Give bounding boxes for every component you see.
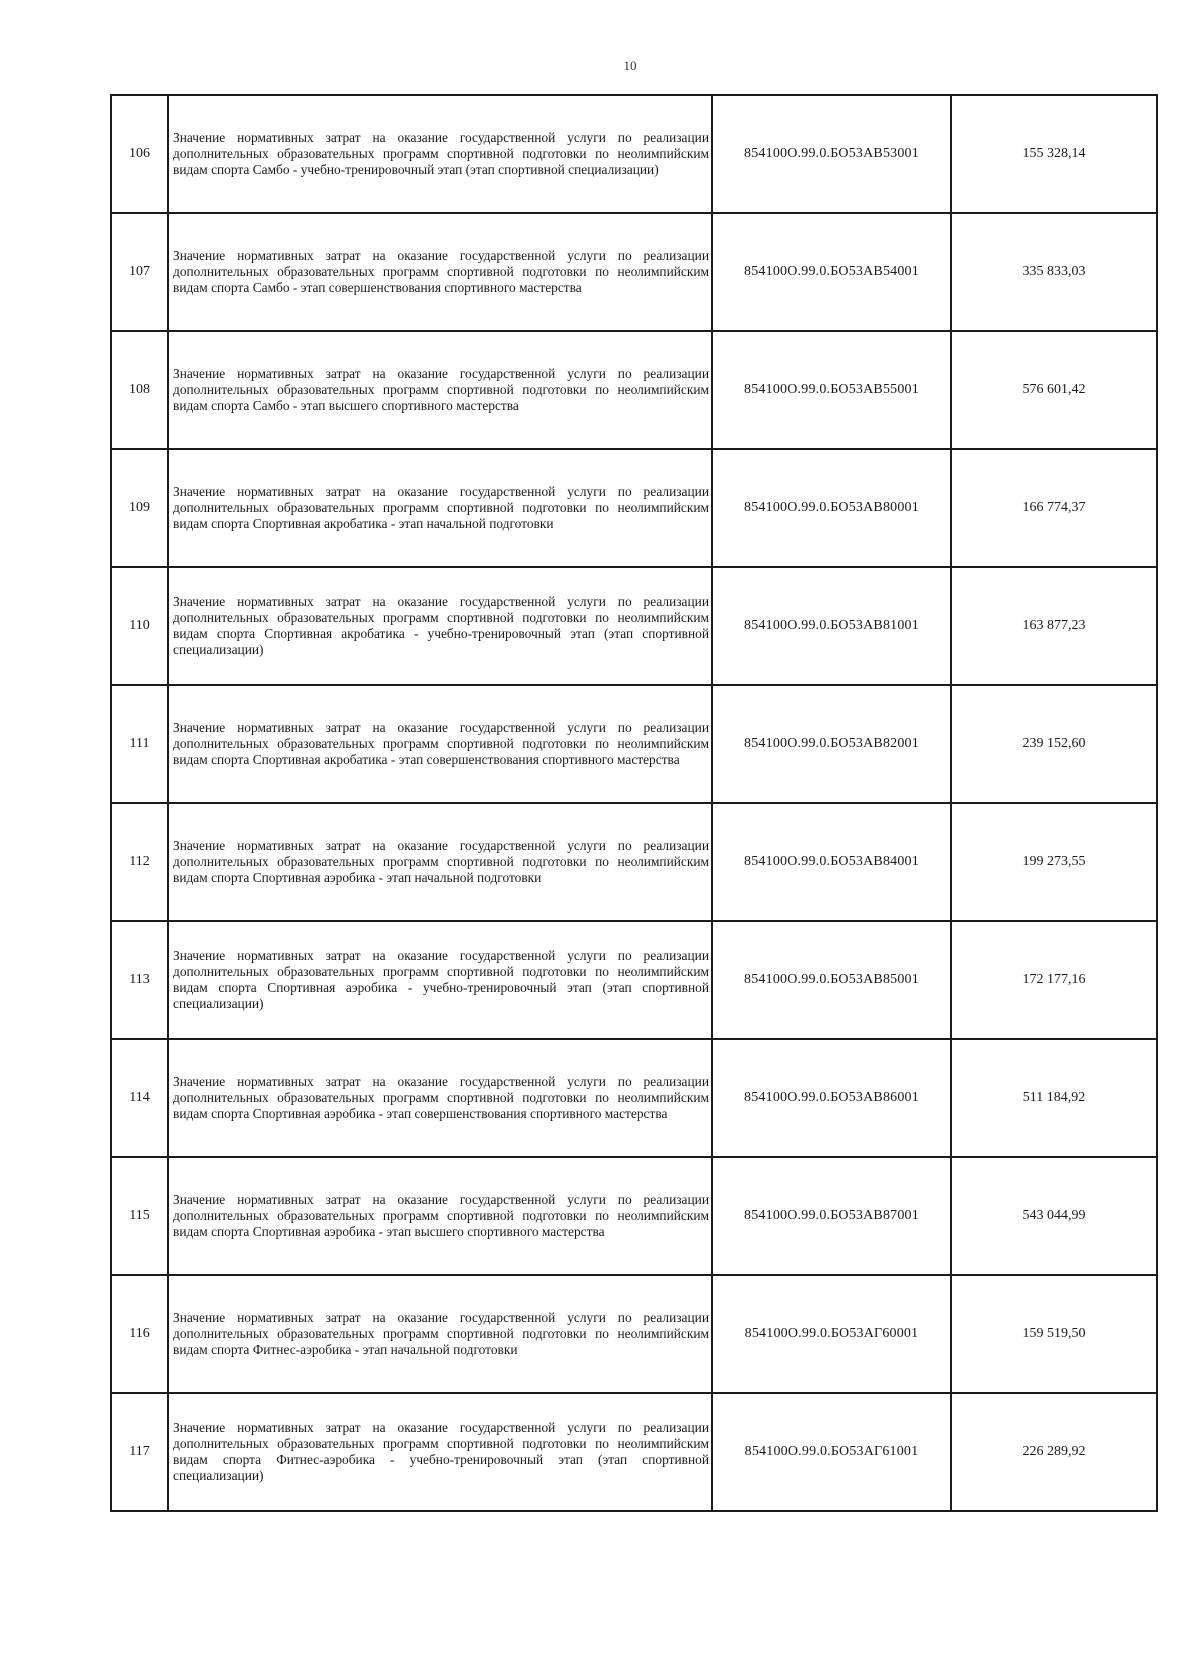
- row-value-cell: 155 328,14: [951, 95, 1157, 213]
- normative-costs-table-container: [110, 94, 1156, 1512]
- row-number-cell: 112: [111, 803, 168, 921]
- normative-costs-table: [110, 94, 1158, 1512]
- row-code-cell: 854100О.99.0.БО53АВ86001: [712, 1039, 951, 1157]
- row-description-cell: Значение нормативных затрат на оказание государственной услуги по реализации дополнительных образовательных программ спортивной подготовки по неолимпийским видам спорта Спортивная акробатика - этап совершенствования спортивного мастерства: [168, 685, 712, 803]
- table-row: [111, 1275, 1157, 1393]
- row-code-cell: 854100О.99.0.БО53АВ87001: [712, 1157, 951, 1275]
- table-row: [111, 1393, 1157, 1511]
- page-number: 10: [623, 58, 637, 73]
- row-value-cell: 199 273,55: [951, 803, 1157, 921]
- row-description-cell: Значение нормативных затрат на оказание государственной услуги по реализации дополнительных образовательных программ спортивной подготовки по неолимпийским видам спорта Фитнес-аэробика - учебно-тренировочный этап (этап спортивной специализации): [168, 1393, 712, 1511]
- row-description-cell: Значение нормативных затрат на оказание государственной услуги по реализации дополнительных образовательных программ спортивной подготовки по неолимпийским видам спорта Самбо - этап высшего спортивного мастерства: [168, 331, 712, 449]
- row-number-cell: 115: [111, 1157, 168, 1275]
- row-code-cell: 854100О.99.0.БО53АВ55001: [712, 331, 951, 449]
- table-row: [111, 1157, 1157, 1275]
- row-value-cell: 239 152,60: [951, 685, 1157, 803]
- row-code-cell: 854100О.99.0.БО53АГ61001: [712, 1393, 951, 1511]
- row-description-cell: Значение нормативных затрат на оказание государственной услуги по реализации дополнительных образовательных программ спортивной подготовки по неолимпийским видам спорта Спортивная акробатика - этап начальной подготовки: [168, 449, 712, 567]
- table-row: [111, 449, 1157, 567]
- row-value-cell: 576 601,42: [951, 331, 1157, 449]
- row-number-cell: 110: [111, 567, 168, 685]
- table-row: [111, 331, 1157, 449]
- row-number-cell: 109: [111, 449, 168, 567]
- row-value-cell: 172 177,16: [951, 921, 1157, 1039]
- row-code-cell: 854100О.99.0.БО53АВ54001: [712, 213, 951, 331]
- table-body: [111, 95, 1157, 1511]
- table-row: [111, 803, 1157, 921]
- row-description-cell: Значение нормативных затрат на оказание государственной услуги по реализации дополнительных образовательных программ спортивной подготовки по неолимпийским видам спорта Спортивная аэробика - этап совершенствования спортивного мастерства: [168, 1039, 712, 1157]
- row-value-cell: 163 877,23: [951, 567, 1157, 685]
- table-row: [111, 213, 1157, 331]
- row-value-cell: 159 519,50: [951, 1275, 1157, 1393]
- row-number-cell: 106: [111, 95, 168, 213]
- table-row: [111, 685, 1157, 803]
- row-description-cell: Значение нормативных затрат на оказание государственной услуги по реализации дополнительных образовательных программ спортивной подготовки по неолимпийским видам спорта Спортивная аэробика - этап начальной подготовки: [168, 803, 712, 921]
- row-code-cell: 854100О.99.0.БО53АВ82001: [712, 685, 951, 803]
- row-value-cell: 226 289,92: [951, 1393, 1157, 1511]
- row-number-cell: 107: [111, 213, 168, 331]
- row-number-cell: 114: [111, 1039, 168, 1157]
- row-number-cell: 108: [111, 331, 168, 449]
- table-row: [111, 567, 1157, 685]
- row-description-cell: Значение нормативных затрат на оказание государственной услуги по реализации дополнительных образовательных программ спортивной подготовки по неолимпийским видам спорта Самбо - этап совершенствования спортивного мастерства: [168, 213, 712, 331]
- row-code-cell: 854100О.99.0.БО53АВ85001: [712, 921, 951, 1039]
- row-value-cell: 511 184,92: [951, 1039, 1157, 1157]
- row-code-cell: 854100О.99.0.БО53АГ60001: [712, 1275, 951, 1393]
- row-description-cell: Значение нормативных затрат на оказание государственной услуги по реализации дополнительных образовательных программ спортивной подготовки по неолимпийским видам спорта Спортивная аэробика - учебно-тренировочный этап (этап спортивной специализации): [168, 921, 712, 1039]
- row-value-cell: 543 044,99: [951, 1157, 1157, 1275]
- table-row: [111, 1039, 1157, 1157]
- row-description-cell: Значение нормативных затрат на оказание государственной услуги по реализации дополнительных образовательных программ спортивной подготовки по неолимпийским видам спорта Фитнес-аэробика - этап начальной подготовки: [168, 1275, 712, 1393]
- row-description-cell: Значение нормативных затрат на оказание государственной услуги по реализации дополнительных образовательных программ спортивной подготовки по неолимпийским видам спорта Спортивная аэробика - этап высшего спортивного мастерства: [168, 1157, 712, 1275]
- row-number-cell: 116: [111, 1275, 168, 1393]
- row-code-cell: 854100О.99.0.БО53АВ84001: [712, 803, 951, 921]
- table-row: [111, 921, 1157, 1039]
- row-value-cell: 166 774,37: [951, 449, 1157, 567]
- row-number-cell: 113: [111, 921, 168, 1039]
- row-code-cell: 854100О.99.0.БО53АВ81001: [712, 567, 951, 685]
- row-description-cell: Значение нормативных затрат на оказание государственной услуги по реализации дополнительных образовательных программ спортивной подготовки по неолимпийским видам спорта Спортивная акробатика - учебно-тренировочный этап (этап спортивной специализации): [168, 567, 712, 685]
- table-row: [111, 95, 1157, 213]
- row-number-cell: 111: [111, 685, 168, 803]
- row-code-cell: 854100О.99.0.БО53АВ53001: [712, 95, 951, 213]
- row-code-cell: 854100О.99.0.БО53АВ80001: [712, 449, 951, 567]
- row-description-cell: Значение нормативных затрат на оказание государственной услуги по реализации дополнительных образовательных программ спортивной подготовки по неолимпийским видам спорта Самбо - учебно-тренировочный этап (этап спортивной специализации): [168, 95, 712, 213]
- row-number-cell: 117: [111, 1393, 168, 1511]
- row-value-cell: 335 833,03: [951, 213, 1157, 331]
